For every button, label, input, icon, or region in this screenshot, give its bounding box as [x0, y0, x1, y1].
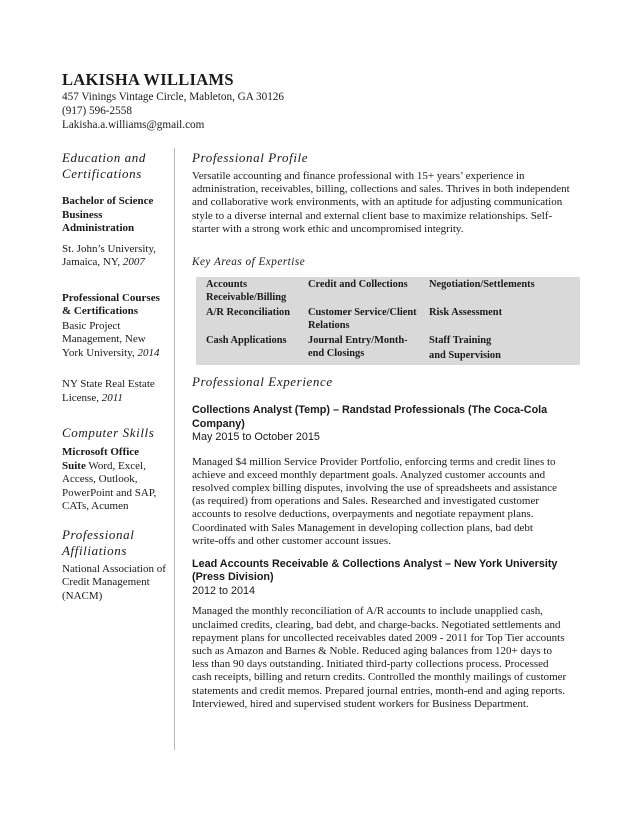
- experience-title: Professional Experience: [192, 374, 333, 390]
- expertise-item: [429, 307, 580, 332]
- job-description-line: Interviewed, hired and supervised student workers for Business Department.: [192, 697, 529, 710]
- job-description-line: repayment plans for uncollected receivables dated 2009 - 2011 for Top Tier accounts: [192, 631, 565, 644]
- profile-section: [192, 150, 588, 236]
- job-description-line: resolved complex billing disputes, involving the use of spreadsheets and assistance: [192, 481, 558, 494]
- profile-text: [192, 170, 588, 236]
- education-section: [62, 150, 174, 405]
- job-dates: May 2015 to October 2015: [192, 431, 320, 444]
- course-item: Basic Project Management, New York University, 2014: [62, 319, 160, 359]
- email: Lakisha.a.williams@gmail.com: [62, 119, 205, 131]
- job-entry: [192, 558, 588, 711]
- job-description: [192, 605, 588, 711]
- job-description-line: cash receipts, billing and return credits. Controlled the monthly mailings of customer: [192, 671, 567, 684]
- skills-list: Microsoft Office Suite Word, Excel, Access, Outlook, PowerPoint and SAP, CATs, Acumen: [62, 446, 157, 512]
- job-title: Lead Accounts Receivable & Collections Analyst – New York University: [192, 557, 558, 570]
- profile-line: Versatile accounting and finance professional with 15+ years’ experience in: [192, 170, 525, 182]
- degree: Bachelor of Science Business Administration: [62, 195, 154, 234]
- address: 457 Vinings Vintage Circle, Mableton, GA 30126: [62, 91, 284, 103]
- profile-line: and collaborative work environments, with an aptitude for adjusting communication: [192, 196, 563, 209]
- job-description-line: statements and credit memos. Prepared journal entries, month-end and aging reports.: [192, 684, 565, 697]
- job-description-line: such as Amazon and Barnes & Noble. Reduced aging balances from 120+ days to: [192, 645, 552, 658]
- expertise-item: [308, 335, 429, 362]
- skills-section: [62, 425, 174, 514]
- affiliation-item: National Association of Credit Management (NACM): [62, 562, 166, 602]
- column-divider: [174, 148, 175, 750]
- resume-header: [62, 70, 284, 132]
- expertise-item: [206, 335, 308, 362]
- skills-title: Computer Skills: [62, 425, 155, 440]
- expertise-item-line: and Supervision: [429, 349, 501, 361]
- expertise-item-line: A/R Reconciliation: [206, 307, 290, 319]
- job-description-line: (as required) from operations and Sales. Researched and investigated customer: [192, 495, 539, 508]
- expertise-item-line: Accounts: [206, 279, 247, 291]
- expertise-item-line: Cash Applications: [206, 335, 287, 347]
- job-description-line: Managed the monthly reconciliation of A/R accounts to include unapplied cash,: [192, 605, 543, 618]
- job-title: (Press Division): [192, 571, 274, 584]
- expertise-section: [192, 255, 588, 365]
- job-description-line: unclaimed credits, clearing, bad debt, and charge-backs. Negotiated settlements and: [192, 618, 561, 631]
- expertise-item-line: Negotiation/Settlements: [429, 279, 535, 291]
- job-description-line: less than 90 days outstanding. Initiated third-party collections process. Processed: [192, 658, 549, 671]
- job-title: Collections Analyst (Temp) – Randstad Professionals (The Coca-Cola Company): [192, 404, 548, 430]
- candidate-name: LAKISHA WILLIAMS: [62, 70, 234, 89]
- expertise-item: [429, 279, 580, 304]
- expertise-item-line: Staff Training: [429, 335, 492, 347]
- expertise-item-line: Journal Entry/Month-: [308, 335, 408, 347]
- profile-line: starter with a strong work ethic and uncompromised integrity.: [192, 222, 464, 235]
- expertise-item: [308, 279, 429, 304]
- expertise-item: [206, 307, 308, 332]
- profile-title: Professional Profile: [192, 150, 309, 165]
- job-description-line: Managed $4 million Service Provider Portfolio, enforcing terms and credit lines to: [192, 455, 556, 468]
- job-dates: 2012 to 2014: [192, 584, 256, 597]
- job-description-line: Coordinated with Sales Management in developing collection plans, bad debt: [192, 521, 533, 534]
- expertise-item: [308, 307, 429, 332]
- expertise-title: Key Areas of Expertise: [192, 256, 306, 269]
- expertise-item: [206, 279, 308, 304]
- expertise-table: [196, 277, 580, 365]
- expertise-item-line: Customer Service/Client: [308, 307, 417, 319]
- phone: (917) 596-2558: [62, 105, 132, 117]
- job-list: [192, 404, 588, 711]
- right-column: [192, 150, 588, 711]
- school: St. John’s University, Jamaica, NY, 2007: [62, 242, 157, 268]
- profile-line: administration, receivables, billing, collections and sales. Thrives in both independent: [192, 183, 570, 196]
- job-entry: [192, 404, 588, 548]
- expertise-item: [429, 335, 580, 362]
- expertise-item-line: Credit and Collections: [308, 279, 408, 291]
- profile-line: style to a diverse internal and external client base to maximize relationships. Self-: [192, 209, 553, 222]
- affiliations-section: [62, 527, 174, 604]
- expertise-item-line: Receivable/Billing: [206, 291, 287, 303]
- job-description-line: accounts to resolve deductions, overpayments and negotiate repayment plans.: [192, 508, 534, 521]
- courses-heading: Professional Courses & Certifications: [62, 291, 160, 317]
- expertise-item-line: Relations: [308, 319, 350, 331]
- license-item: NY State Real Estate License, 2011: [62, 378, 155, 404]
- affiliations-title: Professional Affiliations: [62, 526, 135, 558]
- left-column: [62, 150, 174, 603]
- education-title: Education and Certifications: [62, 150, 146, 181]
- expertise-item-line: end Closings: [308, 347, 365, 359]
- experience-section: [192, 374, 588, 711]
- job-description: [192, 456, 588, 548]
- expertise-item-line: Risk Assessment: [429, 307, 503, 319]
- job-description-line: achieve and exceed monthly department goals. Analyzed customer accounts and: [192, 468, 546, 481]
- job-description-line: write-offs and other customer account issues.: [192, 534, 391, 547]
